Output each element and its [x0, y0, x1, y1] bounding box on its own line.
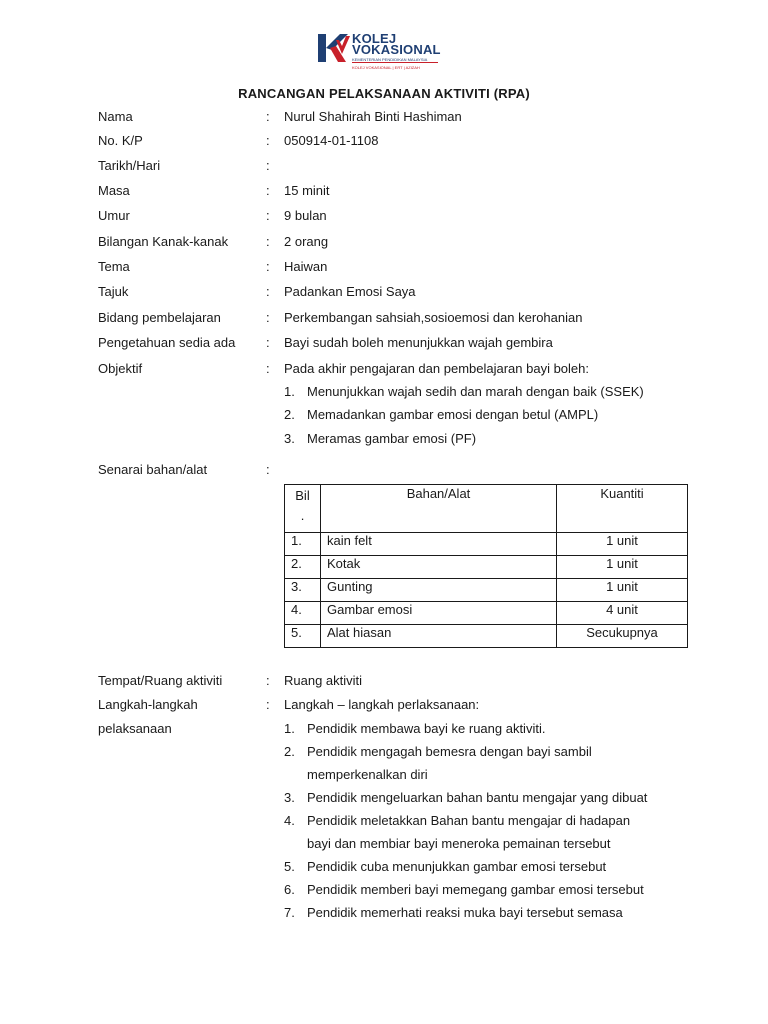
step-item — [0, 882, 768, 902]
step-item-continued — [0, 767, 768, 787]
cell-item: Kotak — [321, 556, 557, 579]
logo-divider — [352, 62, 438, 63]
step-item — [0, 744, 768, 764]
field-kp — [0, 133, 768, 153]
logo-name-line2: VOKASIONAL — [352, 42, 441, 57]
logo-subtitle-college: KOLEJ VOKASIONAL | ERT | AZIZAH — [352, 65, 420, 70]
field-label: Pengetahuan sedia ada — [98, 335, 236, 350]
list-number: 5. — [284, 859, 295, 874]
field-colon: : — [266, 109, 270, 124]
list-text: Pendidik meletakkan Bahan bantu mengajar di hadapan — [307, 813, 631, 828]
step-item — [0, 721, 768, 741]
field-label: Tarikh/Hari — [98, 158, 161, 173]
list-number: 3. — [284, 790, 295, 805]
table-row — [285, 602, 688, 625]
table-row — [285, 556, 688, 579]
objective-item — [0, 407, 768, 427]
cell-qty: 4 unit — [557, 602, 688, 625]
list-number: 7. — [284, 905, 295, 920]
field-value: 2 orang — [284, 234, 329, 249]
step-item — [0, 905, 768, 925]
field-value: Ruang aktiviti — [284, 673, 363, 688]
field-tarikh — [0, 158, 768, 178]
document-title: RANCANGAN PELAKSANAAN AKTIVITI (RPA) — [238, 86, 530, 101]
field-umur — [0, 208, 768, 228]
field-nama — [0, 109, 768, 129]
field-langkah — [0, 697, 768, 717]
header-qty: Kuantiti — [557, 485, 688, 533]
cell-qty: 1 unit — [557, 556, 688, 579]
field-value: 15 minit — [284, 183, 330, 198]
list-number: 6. — [284, 882, 295, 897]
table-header-row — [285, 485, 688, 533]
list-text: Pendidik memberi bayi memegang gambar emosi tersebut — [307, 882, 644, 897]
field-colon: : — [266, 284, 270, 299]
list-text: Menunjukkan wajah sedih dan marah dengan baik (SSEK) — [307, 384, 644, 399]
field-colon: : — [266, 183, 270, 198]
field-label: No. K/P — [98, 133, 143, 148]
field-bilangan — [0, 234, 768, 254]
field-label: Masa — [98, 183, 130, 198]
field-tajuk — [0, 284, 768, 304]
cell-qty: 1 unit — [557, 579, 688, 602]
field-label: Umur — [98, 208, 130, 223]
list-text: Pendidik memerhati reaksi muka bayi tersebut semasa — [307, 905, 623, 920]
field-tempat — [0, 673, 768, 693]
materials-table — [284, 484, 688, 648]
cell-item: Gunting — [321, 579, 557, 602]
field-label: Tajuk — [98, 284, 129, 299]
field-colon: : — [266, 335, 270, 350]
field-colon: : — [266, 310, 270, 325]
logo-name-line1: KOLEJ — [352, 31, 397, 46]
header-bil-line2: . — [300, 508, 305, 523]
list-text: bayi dan membiar bayi meneroka pemainan tersebut — [307, 836, 611, 851]
field-value: Perkembangan sahsiah,sosioemosi dan kerohanian — [284, 310, 583, 325]
field-value: 9 bulan — [284, 208, 327, 223]
college-logo — [318, 32, 448, 72]
list-text: Memadankan gambar emosi dengan betul (AMPL) — [307, 407, 599, 422]
table-row — [285, 579, 688, 602]
field-tema — [0, 259, 768, 279]
field-label: Nama — [98, 109, 133, 124]
field-value: 050914-01-1108 — [284, 133, 379, 148]
objective-item — [0, 384, 768, 404]
field-label: Tempat/Ruang aktiviti — [98, 673, 223, 688]
field-colon: : — [266, 462, 270, 477]
field-value: Nurul Shahirah Binti Hashiman — [284, 109, 462, 124]
field-colon: : — [266, 234, 270, 249]
cell-item: Alat hiasan — [321, 625, 557, 648]
header-bil-line1: Bil — [295, 488, 310, 503]
list-text: Pendidik mengagah bemesra dengan bayi sambil — [307, 744, 592, 759]
field-bidang — [0, 310, 768, 330]
field-masa — [0, 183, 768, 203]
list-text: Meramas gambar emosi (PF) — [307, 431, 477, 446]
cell-bil: 3. — [285, 579, 321, 602]
list-text: Pendidik membawa bayi ke ruang aktiviti. — [307, 721, 546, 736]
cell-bil: 4. — [285, 602, 321, 625]
field-label-continued: pelaksanaan — [98, 721, 172, 736]
cell-qty: Secukupnya — [557, 625, 688, 648]
step-item-continued — [0, 836, 768, 856]
field-colon: : — [266, 158, 270, 173]
step-item — [0, 813, 768, 833]
field-label: Langkah-langkah — [98, 697, 198, 712]
field-colon: : — [266, 697, 270, 712]
objective-item — [0, 431, 768, 451]
step-item — [0, 859, 768, 879]
field-value: Langkah – langkah perlaksanaan: — [284, 697, 480, 712]
kv-logo-icon — [318, 34, 350, 62]
field-value: Bayi sudah boleh menunjukkan wajah gembira — [284, 335, 553, 350]
field-label: Bilangan Kanak-kanak — [98, 234, 229, 249]
field-label: Tema — [98, 259, 130, 274]
field-colon: : — [266, 673, 270, 688]
step-item — [0, 790, 768, 810]
field-colon: : — [266, 208, 270, 223]
cell-item: Gambar emosi — [321, 602, 557, 625]
list-text: Pendidik mengeluarkan bahan bantu mengajar yang dibuat — [307, 790, 648, 805]
cell-item: kain felt — [321, 533, 557, 556]
field-senarai — [0, 462, 768, 482]
list-number: 2. — [284, 407, 295, 422]
list-number: 1. — [284, 721, 295, 736]
field-colon: : — [266, 259, 270, 274]
cell-bil: 2. — [285, 556, 321, 579]
field-label: Senarai bahan/alat — [98, 462, 208, 477]
list-number: 3. — [284, 431, 295, 446]
field-pengetahuan — [0, 335, 768, 355]
field-colon: : — [266, 133, 270, 148]
field-objektif — [0, 361, 768, 381]
list-number: 4. — [284, 813, 295, 828]
field-label: Objektif — [98, 361, 143, 376]
logo-subtitle-ministry: KEMENTERIAN PENDIDIKAN MALAYSIA — [352, 57, 428, 62]
cell-bil: 5. — [285, 625, 321, 648]
field-value: Haiwan — [284, 259, 328, 274]
list-number: 2. — [284, 744, 295, 759]
header-bil — [285, 485, 321, 533]
header-item: Bahan/Alat — [321, 485, 557, 533]
cell-bil: 1. — [285, 533, 321, 556]
table-row — [285, 533, 688, 556]
cell-qty: 1 unit — [557, 533, 688, 556]
list-text: memperkenalkan diri — [307, 767, 428, 782]
table-row — [285, 625, 688, 648]
list-number: 1. — [284, 384, 295, 399]
field-value: Pada akhir pengajaran dan pembelajaran bayi boleh: — [284, 361, 589, 376]
field-colon: : — [266, 361, 270, 376]
field-value: Padankan Emosi Saya — [284, 284, 416, 299]
field-label: Bidang pembelajaran — [98, 310, 221, 325]
list-text: Pendidik cuba menunjukkan gambar emosi tersebut — [307, 859, 607, 874]
